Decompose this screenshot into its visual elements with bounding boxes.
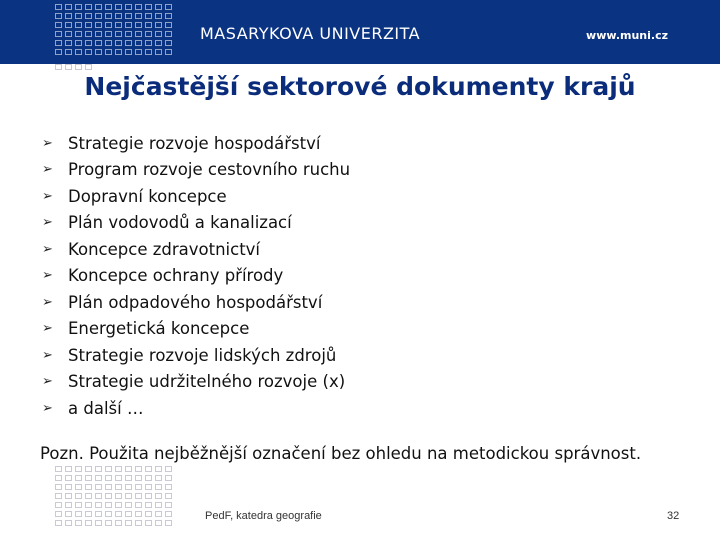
decor-square [115, 511, 122, 517]
decor-square [55, 520, 62, 526]
list-item [42, 316, 350, 343]
decor-square [165, 4, 172, 10]
decor-square [95, 13, 102, 19]
decor-square [105, 4, 112, 10]
decor-square [145, 13, 152, 19]
decor-square [155, 502, 162, 508]
decor-square [165, 502, 172, 508]
decor-square [95, 40, 102, 46]
decor-square [95, 4, 102, 10]
decor-square [65, 40, 72, 46]
decor-square [145, 520, 152, 526]
list-item-label: Plán odpadového hospodářství [68, 292, 323, 312]
decor-square [135, 22, 142, 28]
decor-square [165, 49, 172, 55]
decor-square [75, 49, 82, 55]
decor-square [135, 49, 142, 55]
decor-square [105, 13, 112, 19]
list-item [42, 263, 350, 290]
decor-square [145, 4, 152, 10]
decor-square [125, 13, 132, 19]
decor-square [75, 511, 82, 517]
arrow-bullet-icon: ➢ [42, 162, 53, 178]
decor-square [95, 49, 102, 55]
decor-square [145, 22, 152, 28]
decor-square [75, 40, 82, 46]
decor-square [125, 4, 132, 10]
arrow-bullet-icon: ➢ [42, 188, 53, 204]
decor-square [165, 511, 172, 517]
decor-square [115, 493, 122, 499]
decor-square [105, 475, 112, 481]
decor-square [115, 13, 122, 19]
slide-note: Pozn. Použita nejběžnější označení bez ohledu na metodickou správnost. [40, 444, 642, 463]
decor-square [65, 466, 72, 472]
decor-square [155, 49, 162, 55]
decor-square [115, 484, 122, 490]
decor-square [145, 511, 152, 517]
decor-square [135, 13, 142, 19]
decor-square [105, 511, 112, 517]
decor-square [75, 466, 82, 472]
decor-square [85, 484, 92, 490]
list-item-label: Plán vodovodů a kanalizací [68, 213, 292, 233]
decor-square [55, 466, 62, 472]
decor-square [85, 4, 92, 10]
decor-square [155, 31, 162, 37]
header-bar [0, 0, 720, 64]
decor-square [165, 475, 172, 481]
decor-square [85, 475, 92, 481]
decor-square [105, 22, 112, 28]
decor-square [95, 484, 102, 490]
arrow-bullet-icon: ➢ [42, 241, 53, 257]
decor-square [155, 22, 162, 28]
arrow-bullet-icon: ➢ [42, 135, 53, 151]
decor-square [135, 520, 142, 526]
decor-square [65, 4, 72, 10]
decor-square [135, 40, 142, 46]
page-number: 32 [667, 510, 680, 522]
decor-square [65, 502, 72, 508]
decor-square [85, 49, 92, 55]
decor-square [55, 484, 62, 490]
decor-square [95, 502, 102, 508]
decor-square [135, 502, 142, 508]
list-item-label: Energetická koncepce [68, 319, 250, 339]
decor-square [145, 502, 152, 508]
decor-square [75, 475, 82, 481]
decor-square [55, 13, 62, 19]
decor-square [75, 4, 82, 10]
decor-square [95, 520, 102, 526]
decor-square [65, 511, 72, 517]
decor-square [115, 22, 122, 28]
decor-square [85, 31, 92, 37]
decor-square [85, 466, 92, 472]
logo-squares-pattern [55, 4, 172, 55]
decor-square [75, 502, 82, 508]
decor-square [105, 466, 112, 472]
arrow-bullet-icon: ➢ [42, 321, 53, 337]
decor-square [105, 484, 112, 490]
decor-square [155, 475, 162, 481]
list-item-label: Strategie rozvoje hospodářství [68, 133, 321, 153]
slide-title: Nejčastější sektorové dokumenty krajů [84, 72, 636, 101]
document-list [42, 130, 350, 422]
decor-square [85, 40, 92, 46]
decor-squares-bottom [55, 466, 172, 526]
decor-square [55, 40, 62, 46]
decor-square [115, 49, 122, 55]
decor-square [95, 31, 102, 37]
decor-square [55, 511, 62, 517]
decor-square [85, 520, 92, 526]
decor-square [115, 31, 122, 37]
decor-square [85, 511, 92, 517]
decor-square [145, 466, 152, 472]
list-item-label: Strategie udržitelného rozvoje (x) [68, 372, 346, 392]
list-item [42, 236, 350, 263]
decor-square [135, 31, 142, 37]
decor-square [125, 511, 132, 517]
decor-square [145, 493, 152, 499]
decor-square [125, 502, 132, 508]
decor-square [95, 511, 102, 517]
decor-square [55, 31, 62, 37]
decor-square [165, 22, 172, 28]
decor-square [135, 511, 142, 517]
decor-square [65, 493, 72, 499]
list-item [42, 395, 350, 422]
list-item-label: a další … [68, 398, 144, 418]
decor-square [75, 484, 82, 490]
decor-square [65, 22, 72, 28]
list-item [42, 289, 350, 316]
decor-square [85, 13, 92, 19]
decor-square [55, 22, 62, 28]
decor-square [155, 484, 162, 490]
decor-square [135, 475, 142, 481]
decor-square [125, 31, 132, 37]
decor-square [55, 502, 62, 508]
decor-square [125, 40, 132, 46]
decor-square [55, 49, 62, 55]
decor-square [85, 22, 92, 28]
decor-square [135, 466, 142, 472]
decor-square [105, 49, 112, 55]
arrow-bullet-icon: ➢ [42, 400, 53, 416]
decor-square [145, 475, 152, 481]
decor-square [155, 511, 162, 517]
footer-department: PedF, katedra geografie [205, 510, 322, 522]
decor-square [155, 520, 162, 526]
university-name: MASARYKOVA UNIVERZITA [200, 24, 421, 43]
decor-square [55, 475, 62, 481]
decor-square [145, 49, 152, 55]
decor-square [165, 493, 172, 499]
decor-square [105, 31, 112, 37]
decor-square [65, 484, 72, 490]
decor-squares-top [55, 64, 92, 70]
decor-square [75, 520, 82, 526]
decor-square [125, 475, 132, 481]
arrow-bullet-icon: ➢ [42, 294, 53, 310]
university-url: www.muni.cz [586, 29, 668, 42]
decor-square [105, 493, 112, 499]
decor-square [115, 520, 122, 526]
decor-square [85, 493, 92, 499]
list-item-label: Strategie rozvoje lidských zdrojů [68, 345, 337, 365]
decor-square [105, 520, 112, 526]
decor-square [165, 31, 172, 37]
decor-square [125, 49, 132, 55]
decor-square [105, 40, 112, 46]
decor-square [65, 13, 72, 19]
decor-square [115, 475, 122, 481]
decor-square [65, 520, 72, 526]
decor-square [105, 502, 112, 508]
decor-square [165, 13, 172, 19]
decor-square [155, 40, 162, 46]
decor-square [115, 502, 122, 508]
decor-square [155, 466, 162, 472]
decor-square [135, 4, 142, 10]
list-item [42, 130, 350, 157]
decor-square [135, 493, 142, 499]
decor-square [135, 484, 142, 490]
list-item [42, 210, 350, 237]
decor-square [75, 22, 82, 28]
list-item [42, 342, 350, 369]
decor-square [145, 484, 152, 490]
arrow-bullet-icon: ➢ [42, 268, 53, 284]
decor-square [65, 64, 72, 70]
decor-square [125, 22, 132, 28]
decor-square [145, 31, 152, 37]
list-item-label: Koncepce zdravotnictví [68, 239, 261, 259]
decor-square [75, 31, 82, 37]
arrow-bullet-icon: ➢ [42, 374, 53, 390]
decor-square [65, 475, 72, 481]
list-item [42, 157, 350, 184]
decor-square [155, 493, 162, 499]
decor-square [145, 40, 152, 46]
decor-square [95, 475, 102, 481]
decor-square [55, 4, 62, 10]
arrow-bullet-icon: ➢ [42, 215, 53, 231]
decor-square [85, 502, 92, 508]
decor-square [55, 64, 62, 70]
decor-square [95, 22, 102, 28]
decor-square [115, 466, 122, 472]
decor-square [165, 40, 172, 46]
decor-square [65, 31, 72, 37]
decor-square [155, 13, 162, 19]
decor-square [115, 4, 122, 10]
decor-square [155, 4, 162, 10]
decor-square [75, 493, 82, 499]
decor-square [95, 493, 102, 499]
decor-square [75, 64, 82, 70]
decor-square [65, 49, 72, 55]
decor-square [165, 520, 172, 526]
decor-square [115, 40, 122, 46]
list-item-label: Koncepce ochrany přírody [68, 266, 284, 286]
decor-square [125, 520, 132, 526]
list-item-label: Program rozvoje cestovního ruchu [68, 160, 351, 180]
arrow-bullet-icon: ➢ [42, 347, 53, 363]
decor-square [125, 493, 132, 499]
list-item [42, 369, 350, 396]
list-item-label: Dopravní koncepce [68, 186, 227, 206]
decor-square [75, 13, 82, 19]
decor-square [85, 64, 92, 70]
decor-square [95, 466, 102, 472]
decor-square [55, 493, 62, 499]
decor-square [125, 466, 132, 472]
list-item [42, 183, 350, 210]
decor-square [125, 484, 132, 490]
decor-square [165, 466, 172, 472]
decor-square [165, 484, 172, 490]
